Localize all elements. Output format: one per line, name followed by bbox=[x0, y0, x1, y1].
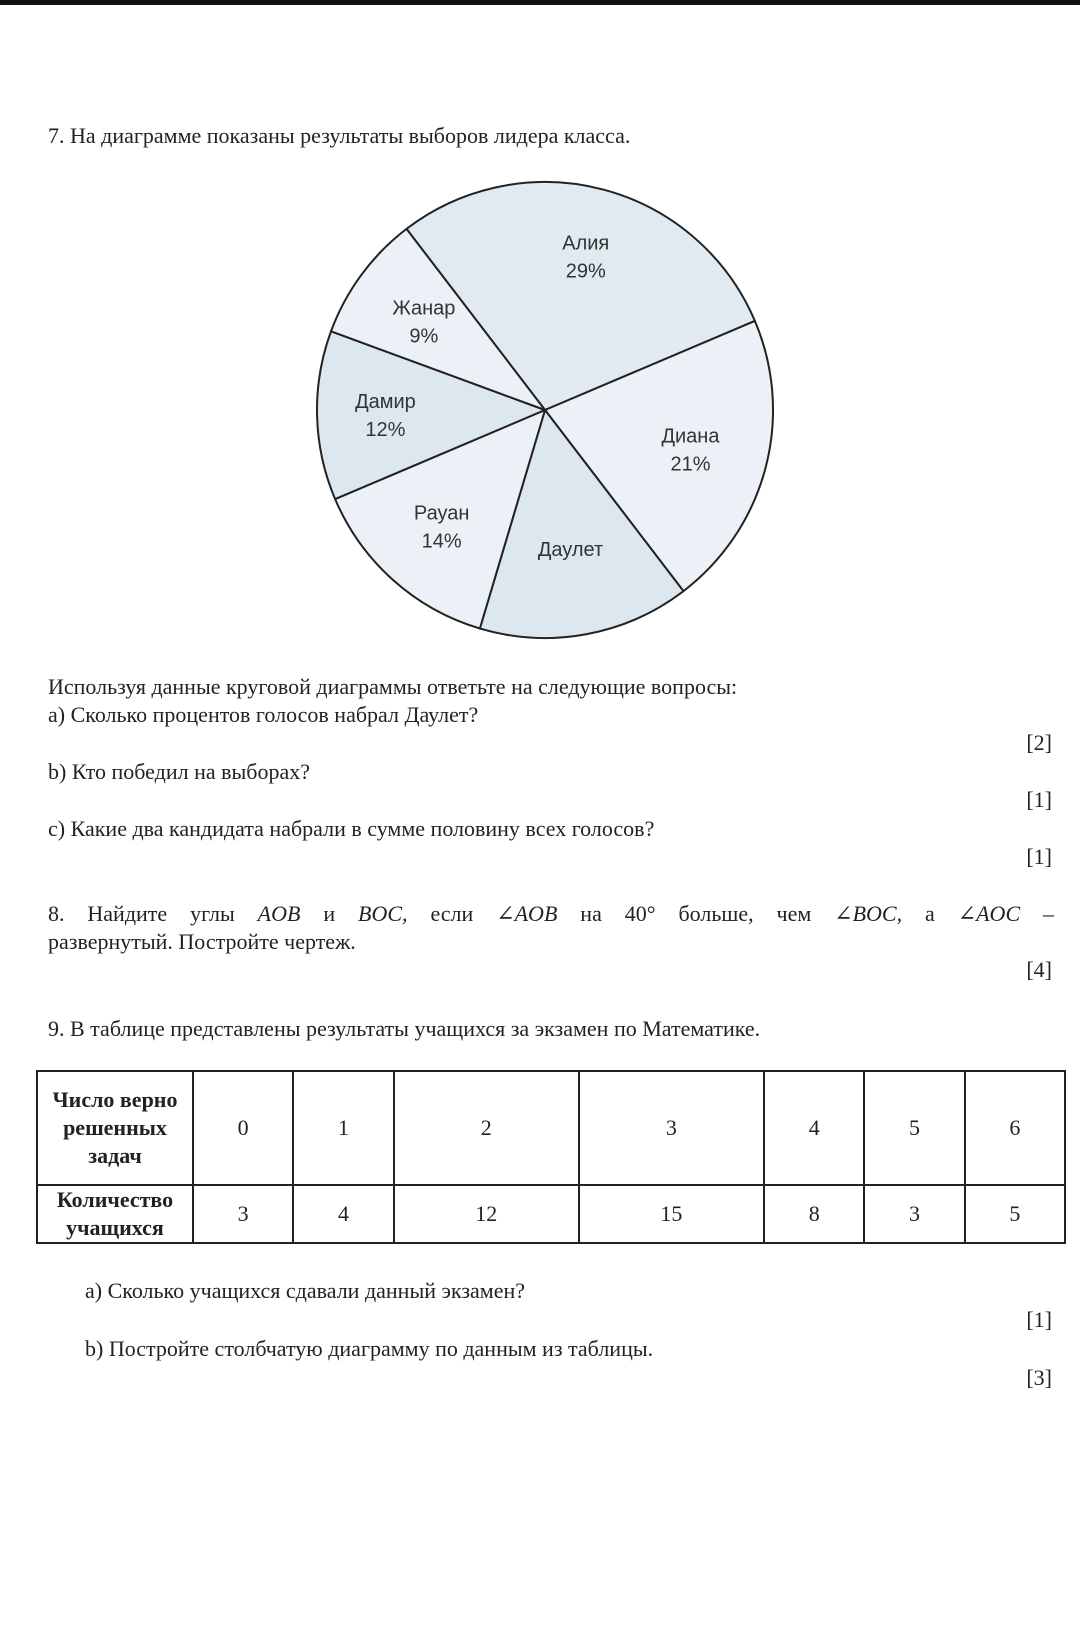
q7-question-c: c) Какие два кандидата набрали в сумме половину всех голосов? bbox=[48, 816, 655, 841]
pie-label-percent: 29% bbox=[565, 260, 606, 283]
q8-word: Найдите bbox=[87, 901, 168, 926]
q8-line2: развернутый. Постройте чертеж. bbox=[48, 929, 356, 954]
q7-question-b: b) Кто победил на выборах? bbox=[48, 759, 311, 784]
pie-label-name: Диана bbox=[661, 425, 720, 448]
q7-b-marks: [1] bbox=[1026, 787, 1052, 812]
q8-word: и bbox=[323, 901, 336, 926]
pie-label-percent: 21% bbox=[670, 453, 711, 476]
table-cell: 5 bbox=[965, 1185, 1065, 1243]
table-cell: 2 bbox=[394, 1071, 579, 1185]
table-cell: 0 bbox=[193, 1071, 293, 1185]
row1-header-cell: Число верно решенных задач bbox=[37, 1071, 193, 1185]
q7-c-marks: [1] bbox=[1026, 844, 1052, 869]
q8-line1 bbox=[48, 900, 1054, 928]
row2-header-cell: Количество учащихся bbox=[37, 1185, 193, 1243]
q8-word: ∠AOC bbox=[957, 901, 1021, 926]
pie-label-percent: 9% bbox=[409, 325, 439, 348]
q7-question-a: a) Сколько процентов голосов набрал Даулет? bbox=[48, 702, 479, 727]
q8-word: 8. bbox=[48, 901, 65, 926]
q8-word: – bbox=[1043, 901, 1055, 926]
table-cell: 3 bbox=[579, 1071, 764, 1185]
pie-label-percent: 12% bbox=[365, 418, 406, 441]
pie-label-name: Дамир bbox=[355, 390, 416, 413]
table-cell: 3 bbox=[193, 1185, 293, 1243]
pie-chart bbox=[310, 175, 780, 645]
table-cell: 15 bbox=[579, 1185, 764, 1243]
q7-intro: Используя данные круговой диаграммы ответьте на следующие вопросы: bbox=[48, 674, 738, 699]
pie-label-name: Алия bbox=[562, 232, 610, 255]
table-row bbox=[37, 1071, 1065, 1185]
table-cell: 12 bbox=[394, 1185, 579, 1243]
q8-word: ∠AOB bbox=[496, 901, 558, 926]
q9-a-marks: [1] bbox=[1026, 1307, 1052, 1332]
q8-word: углы bbox=[190, 901, 235, 926]
pie-label-percent: 14% bbox=[421, 530, 462, 553]
table-cell: 4 bbox=[293, 1185, 393, 1243]
q8-word: ∠BOC, bbox=[834, 901, 903, 926]
table-cell: 3 bbox=[864, 1185, 964, 1243]
q8-word: 40° bbox=[624, 901, 656, 926]
q9-question-a: а) Сколько учащихся сдавали данный экзамен? bbox=[85, 1278, 526, 1303]
q8-word: больше, bbox=[678, 901, 754, 926]
table-cell: 4 bbox=[764, 1071, 864, 1185]
table-cell: 8 bbox=[764, 1185, 864, 1243]
table-cell: 1 bbox=[293, 1071, 393, 1185]
q8-word: а bbox=[925, 901, 935, 926]
q9-b-marks: [3] bbox=[1026, 1365, 1052, 1390]
q7-a-marks: [2] bbox=[1026, 730, 1052, 755]
q8-word: чем bbox=[776, 901, 812, 926]
top-edge-bar bbox=[0, 0, 1080, 5]
q8-word: AOB bbox=[257, 901, 301, 926]
table-cell: 6 bbox=[965, 1071, 1065, 1185]
q8-marks: [4] bbox=[1026, 957, 1052, 982]
pie-label-name: Жанар bbox=[392, 297, 456, 320]
pie-label-name: Рауан bbox=[413, 502, 470, 525]
table-cell: 5 bbox=[864, 1071, 964, 1185]
q9-question-b: b) Постройте столбчатую диаграмму по данным из таблицы. bbox=[85, 1336, 654, 1361]
pie-label-name: Даулет bbox=[537, 539, 604, 562]
table-row bbox=[37, 1185, 1065, 1243]
q8-word: BOC, bbox=[358, 901, 408, 926]
q7-title: 7. На диаграмме показаны результаты выборов лидера класса. bbox=[48, 123, 631, 148]
q8-word: на bbox=[580, 901, 602, 926]
q9-title: 9. В таблице представлены результаты учащихся за экзамен по Математике. bbox=[48, 1016, 761, 1041]
q8-word: если bbox=[430, 901, 474, 926]
results-table bbox=[36, 1070, 1066, 1244]
